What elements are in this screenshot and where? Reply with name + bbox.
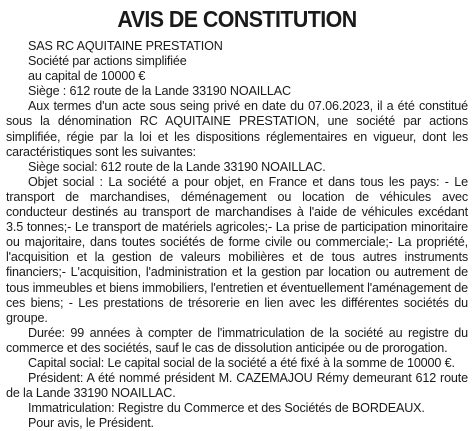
paragraph-immatriculation: Immatriculation: Registre du Commerce et des Sociétés de BORDEAUX.	[28, 401, 425, 416]
paragraph-capital: Capital social: Le capital social de la société a été fixé à la somme de 10000 €.	[28, 355, 455, 370]
paragraph-duree: Durée: 99 années à compter de l'immatriculation de la société au registre du commerce et des sociétés, sauf le cas de dissolution anticipée ou de prorogation.	[6, 325, 468, 355]
paragraph-siege: Siège social: 612 route de la Lande 33190 NOAILLAC.	[28, 159, 326, 174]
notice-body	[6, 39, 468, 431]
company-capital: au capital de 10000 €	[28, 69, 146, 84]
company-seat: Siège : 612 route de la Lande 33190 NOAILLAC	[28, 84, 291, 99]
paragraph-objet: Objet social : La société a pour objet, en France et dans tous les pays: - Le transport de marchandises, déménagement ou location de véhicules avec conducteur destinés au transport de marchandises à l'aide de véhicules excédant 3.5 tonnes;- Le transport de matériels agricoles;- La prise de participation minoritaire ou majoritaire, dans toutes sociétés de forme civile ou commerciale;- La propriété, l'acquisition et la gestion de valeurs mobilières et de tous autres instruments financiers;- L'acquisition, l'administration et la gestion par location ou autrement de tous immeubles et biens immobiliers, l'entretien et éventuellement l'aménagement de ces biens; - Les prestations de trésorerie en lien avec les différentes sociétés du groupe.	[6, 174, 468, 325]
company-form: Société par actions simplifiée	[28, 54, 187, 69]
notice-title: AVIS DE CONSTITUTION	[117, 6, 357, 32]
company-name: SAS RC AQUITAINE PRESTATION	[28, 39, 223, 53]
paragraph-closing: Pour avis, le Président.	[28, 416, 154, 431]
paragraph-president: Président: A été nommé président M. CAZEMAJOU Rémy demeurant 612 route de la Lande 33190 NOAILLAC.	[6, 371, 468, 401]
paragraph-intro: Aux termes d'un acte sous seing privé en date du 07.06.2023, il a été constitué sous la dénomination RC AQUITAINE PRESTATION, une société par actions simplifiée, régie par la loi et les dispositions réglementaires en vigueur, dont les caractéristiques sont les suivantes:	[6, 99, 468, 159]
